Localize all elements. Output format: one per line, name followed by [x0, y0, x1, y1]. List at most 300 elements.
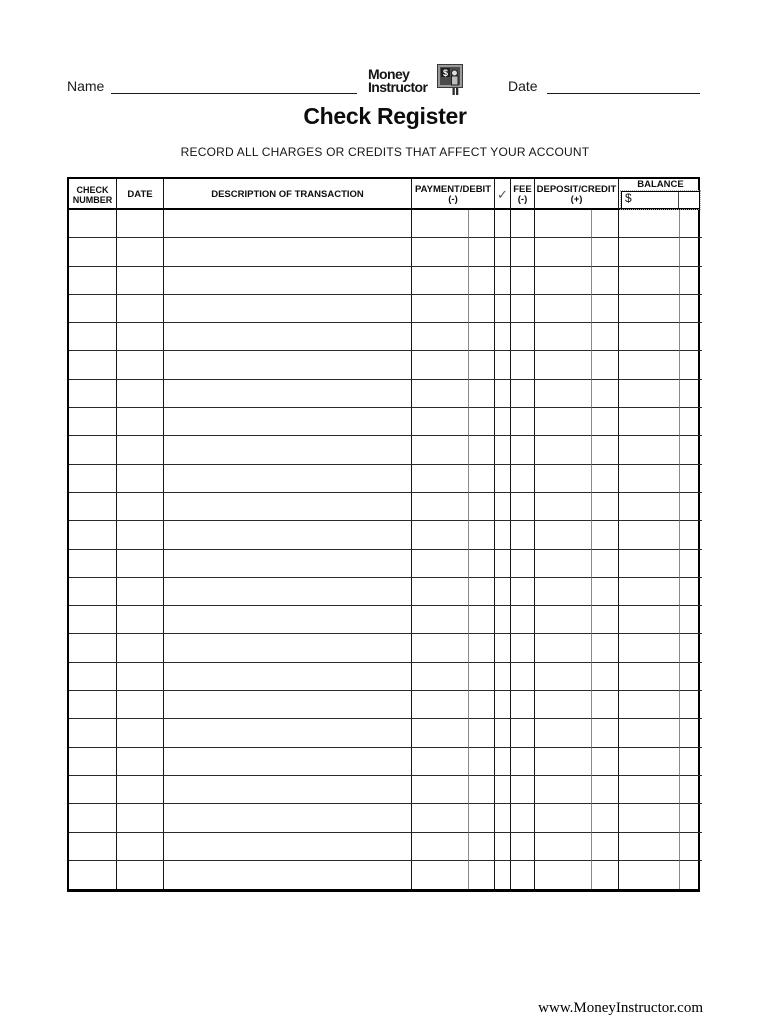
- register-cell[interactable]: [680, 380, 702, 408]
- column-header-text: BALANCE: [637, 179, 684, 190]
- register-cell[interactable]: [412, 634, 469, 662]
- register-cell[interactable]: [117, 465, 164, 493]
- register-cell[interactable]: [469, 833, 495, 861]
- register-cell[interactable]: [535, 436, 592, 464]
- register-cell[interactable]: [69, 776, 117, 804]
- register-cell[interactable]: [412, 408, 469, 436]
- register-cell[interactable]: [511, 493, 535, 521]
- register-cell[interactable]: [592, 833, 619, 861]
- register-cell[interactable]: [592, 465, 619, 493]
- register-cell[interactable]: [469, 663, 495, 691]
- register-cell[interactable]: [535, 861, 592, 889]
- register-cell[interactable]: [69, 295, 117, 323]
- column-header-fee: [511, 179, 535, 211]
- register-cell[interactable]: [511, 804, 535, 832]
- balance-dollar-sign: $: [625, 191, 632, 205]
- register-cell[interactable]: [511, 634, 535, 662]
- register-cell[interactable]: [511, 351, 535, 379]
- register-cell[interactable]: [69, 861, 117, 889]
- register-cell[interactable]: [164, 295, 412, 323]
- date-label: Date: [508, 78, 538, 94]
- register-cell[interactable]: [495, 295, 511, 323]
- register-cell[interactable]: [469, 465, 495, 493]
- register-cell[interactable]: [619, 493, 680, 521]
- register-cell[interactable]: [535, 663, 592, 691]
- register-cell[interactable]: [117, 351, 164, 379]
- register-cell[interactable]: [164, 493, 412, 521]
- register-cell[interactable]: [680, 606, 702, 634]
- register-cell[interactable]: [164, 351, 412, 379]
- register-cell[interactable]: [511, 323, 535, 351]
- register-cell[interactable]: [592, 267, 619, 295]
- register-cell[interactable]: [164, 748, 412, 776]
- register-cell[interactable]: [619, 238, 680, 266]
- register-cell[interactable]: [117, 776, 164, 804]
- register-cell[interactable]: [511, 833, 535, 861]
- register-cell[interactable]: [117, 861, 164, 889]
- register-cell[interactable]: [495, 521, 511, 549]
- register-cell[interactable]: [619, 719, 680, 747]
- register-cell[interactable]: [164, 550, 412, 578]
- register-cell[interactable]: [511, 436, 535, 464]
- register-cell[interactable]: [535, 351, 592, 379]
- register-cell[interactable]: [592, 578, 619, 606]
- register-cell[interactable]: [117, 833, 164, 861]
- register-cell[interactable]: [164, 408, 412, 436]
- register-header-row: [69, 179, 698, 210]
- register-cell[interactable]: [412, 267, 469, 295]
- register-cell[interactable]: [535, 493, 592, 521]
- register-cell[interactable]: [680, 634, 702, 662]
- register-cell[interactable]: [69, 380, 117, 408]
- register-cell[interactable]: [164, 380, 412, 408]
- register-cell[interactable]: [495, 210, 511, 238]
- register-cell[interactable]: [535, 267, 592, 295]
- register-cell[interactable]: [680, 436, 702, 464]
- register-cell[interactable]: [535, 776, 592, 804]
- register-cell[interactable]: [69, 408, 117, 436]
- register-cell[interactable]: [469, 210, 495, 238]
- register-cell[interactable]: [511, 267, 535, 295]
- register-cell[interactable]: [495, 663, 511, 691]
- register-cell[interactable]: [535, 578, 592, 606]
- register-cell[interactable]: [495, 267, 511, 295]
- register-cell[interactable]: [412, 861, 469, 889]
- register-cell[interactable]: [619, 351, 680, 379]
- column-header-text: (-): [517, 194, 528, 205]
- register-cell[interactable]: [469, 267, 495, 295]
- register-cell[interactable]: [592, 550, 619, 578]
- register-cell[interactable]: [619, 776, 680, 804]
- register-cell[interactable]: [592, 380, 619, 408]
- register-cell[interactable]: [592, 408, 619, 436]
- register-cell[interactable]: [469, 351, 495, 379]
- register-cell[interactable]: [164, 606, 412, 634]
- column-header-text: DATE: [127, 189, 153, 200]
- register-cell[interactable]: [469, 408, 495, 436]
- register-cell[interactable]: [680, 238, 702, 266]
- money-instructor-logo: [368, 68, 468, 102]
- balance-cents-divider: [678, 192, 679, 208]
- register-cell[interactable]: [680, 748, 702, 776]
- register-cell[interactable]: [680, 323, 702, 351]
- register-cell[interactable]: [164, 323, 412, 351]
- register-cell[interactable]: [619, 295, 680, 323]
- register-cell[interactable]: [69, 719, 117, 747]
- register-cell[interactable]: [117, 804, 164, 832]
- register-cell[interactable]: [680, 833, 702, 861]
- register-cell[interactable]: [495, 436, 511, 464]
- register-cell[interactable]: [412, 776, 469, 804]
- register-cell[interactable]: [619, 465, 680, 493]
- register-cell[interactable]: [69, 663, 117, 691]
- register-cell[interactable]: [117, 578, 164, 606]
- register-cell[interactable]: [680, 351, 702, 379]
- register-cell[interactable]: [619, 521, 680, 549]
- register-cell[interactable]: [619, 408, 680, 436]
- register-cell[interactable]: [619, 323, 680, 351]
- register-cell[interactable]: [619, 748, 680, 776]
- register-cell[interactable]: [412, 748, 469, 776]
- name-label: Name: [67, 78, 105, 94]
- register-cell[interactable]: [117, 267, 164, 295]
- register-cell[interactable]: [69, 804, 117, 832]
- register-cell[interactable]: [117, 634, 164, 662]
- register-cell[interactable]: [511, 550, 535, 578]
- register-cell[interactable]: [495, 238, 511, 266]
- register-cell[interactable]: [511, 776, 535, 804]
- register-cell[interactable]: [619, 267, 680, 295]
- register-cell[interactable]: [69, 436, 117, 464]
- instruction-text: RECORD ALL CHARGES OR CREDITS THAT AFFECT YOUR ACCOUNT: [180, 145, 590, 159]
- register-cell[interactable]: [164, 861, 412, 889]
- register-cell[interactable]: [511, 691, 535, 719]
- register-cell[interactable]: [619, 663, 680, 691]
- register-cell[interactable]: [117, 550, 164, 578]
- register-cell[interactable]: [412, 295, 469, 323]
- register-cell[interactable]: [619, 550, 680, 578]
- register-cell[interactable]: [680, 210, 702, 238]
- register-cell[interactable]: [592, 210, 619, 238]
- register-cell[interactable]: [164, 521, 412, 549]
- register-cell[interactable]: [535, 465, 592, 493]
- register-cell[interactable]: [592, 691, 619, 719]
- register-cell[interactable]: [592, 804, 619, 832]
- register-cell[interactable]: [69, 634, 117, 662]
- date-input-line[interactable]: [547, 78, 700, 94]
- register-cell[interactable]: [535, 748, 592, 776]
- register-cell[interactable]: [412, 210, 469, 238]
- register-cell[interactable]: [469, 606, 495, 634]
- register-cell[interactable]: [69, 578, 117, 606]
- register-cell[interactable]: [511, 295, 535, 323]
- register-cell[interactable]: [535, 634, 592, 662]
- register-body: [69, 210, 698, 889]
- register-cell[interactable]: [592, 295, 619, 323]
- register-cell[interactable]: [535, 295, 592, 323]
- footer-url: www.MoneyInstructor.com: [538, 1000, 703, 1016]
- register-cell[interactable]: [69, 550, 117, 578]
- register-cell[interactable]: [495, 323, 511, 351]
- register-cell[interactable]: [469, 634, 495, 662]
- register-cell[interactable]: [469, 719, 495, 747]
- register-cell[interactable]: [511, 719, 535, 747]
- register-cell[interactable]: [619, 578, 680, 606]
- register-cell[interactable]: [69, 238, 117, 266]
- register-cell[interactable]: [164, 833, 412, 861]
- logo-text-line1: Money: [368, 66, 410, 82]
- register-cell[interactable]: [469, 295, 495, 323]
- register-cell[interactable]: [469, 578, 495, 606]
- register-cell[interactable]: [680, 408, 702, 436]
- register-cell[interactable]: [495, 408, 511, 436]
- register-cell[interactable]: [412, 833, 469, 861]
- register-cell[interactable]: [592, 748, 619, 776]
- checkmark-icon: ✓: [497, 187, 508, 202]
- register-cell[interactable]: [117, 295, 164, 323]
- column-header-balance: [619, 179, 702, 211]
- register-cell[interactable]: [495, 606, 511, 634]
- register-cell[interactable]: [69, 606, 117, 634]
- register-cell[interactable]: [412, 663, 469, 691]
- column-header-text: FEE: [513, 184, 532, 195]
- register-cell[interactable]: [69, 493, 117, 521]
- register-cell[interactable]: [680, 663, 702, 691]
- register-cell[interactable]: [592, 776, 619, 804]
- register-cell[interactable]: [680, 550, 702, 578]
- register-cell[interactable]: [495, 776, 511, 804]
- register-cell[interactable]: [535, 238, 592, 266]
- register-cell[interactable]: [619, 634, 680, 662]
- register-cell[interactable]: [495, 748, 511, 776]
- register-cell[interactable]: [680, 493, 702, 521]
- page-title: Check Register: [303, 103, 467, 129]
- register-cell[interactable]: [619, 210, 680, 238]
- register-cell[interactable]: [495, 861, 511, 889]
- register-cell[interactable]: [511, 578, 535, 606]
- register-cell[interactable]: [511, 238, 535, 266]
- register-cell[interactable]: [511, 663, 535, 691]
- register-cell[interactable]: [412, 493, 469, 521]
- register-cell[interactable]: [535, 380, 592, 408]
- column-header-date: [117, 179, 164, 211]
- register-cell[interactable]: [592, 493, 619, 521]
- register-cell[interactable]: [412, 578, 469, 606]
- register-cell[interactable]: [164, 436, 412, 464]
- register-cell[interactable]: [619, 833, 680, 861]
- register-cell[interactable]: [164, 719, 412, 747]
- logo-text-line2: Instructor: [368, 79, 428, 95]
- register-cell[interactable]: [592, 606, 619, 634]
- register-cell[interactable]: [535, 833, 592, 861]
- register-cell[interactable]: [164, 691, 412, 719]
- register-cell[interactable]: [619, 804, 680, 832]
- register-cell[interactable]: [164, 238, 412, 266]
- register-cell[interactable]: [117, 521, 164, 549]
- register-cell[interactable]: [117, 606, 164, 634]
- register-cell[interactable]: [469, 521, 495, 549]
- svg-text:$: $: [442, 68, 449, 78]
- register-cell[interactable]: [164, 210, 412, 238]
- register-cell[interactable]: [412, 719, 469, 747]
- register-cell[interactable]: [535, 719, 592, 747]
- register-cell[interactable]: [469, 238, 495, 266]
- register-cell[interactable]: [117, 436, 164, 464]
- column-header-text: DEPOSIT/CREDIT: [536, 184, 617, 195]
- register-cell[interactable]: [164, 776, 412, 804]
- register-cell[interactable]: [69, 323, 117, 351]
- register-cell[interactable]: [495, 634, 511, 662]
- register-cell[interactable]: [69, 691, 117, 719]
- register-cell[interactable]: [469, 691, 495, 719]
- register-cell[interactable]: [469, 804, 495, 832]
- register-cell[interactable]: [412, 351, 469, 379]
- register-cell[interactable]: [412, 380, 469, 408]
- register-cell[interactable]: [412, 550, 469, 578]
- register-cell[interactable]: [592, 436, 619, 464]
- register-cell[interactable]: [469, 748, 495, 776]
- register-cell[interactable]: [469, 323, 495, 351]
- register-cell[interactable]: [619, 606, 680, 634]
- register-cell[interactable]: [592, 861, 619, 889]
- register-cell[interactable]: [592, 351, 619, 379]
- register-cell[interactable]: [117, 748, 164, 776]
- register-cell[interactable]: [117, 210, 164, 238]
- register-cell[interactable]: [680, 776, 702, 804]
- register-cell[interactable]: [680, 804, 702, 832]
- register-cell[interactable]: [592, 719, 619, 747]
- register-table: [67, 177, 700, 892]
- balance-amount-field[interactable]: [621, 191, 700, 209]
- name-input-line[interactable]: [111, 78, 357, 94]
- register-cell[interactable]: [412, 436, 469, 464]
- column-header-deposit-credit: [535, 179, 619, 211]
- register-cell[interactable]: [511, 380, 535, 408]
- register-cell[interactable]: [412, 238, 469, 266]
- register-cell[interactable]: [680, 691, 702, 719]
- register-cell[interactable]: [619, 861, 680, 889]
- register-cell[interactable]: [511, 210, 535, 238]
- register-cell[interactable]: [495, 691, 511, 719]
- register-cell[interactable]: [164, 663, 412, 691]
- register-cell[interactable]: [117, 719, 164, 747]
- register-cell[interactable]: [412, 804, 469, 832]
- column-header-text: CHECK: [76, 185, 109, 195]
- register-cell[interactable]: [511, 465, 535, 493]
- register-cell[interactable]: [495, 493, 511, 521]
- register-cell[interactable]: [412, 465, 469, 493]
- register-cell[interactable]: [164, 804, 412, 832]
- register-cell[interactable]: [117, 238, 164, 266]
- register-cell[interactable]: [535, 804, 592, 832]
- register-cell[interactable]: [469, 861, 495, 889]
- register-cell[interactable]: [680, 578, 702, 606]
- column-header-text: NUMBER: [72, 195, 113, 205]
- register-cell[interactable]: [164, 634, 412, 662]
- register-cell[interactable]: [469, 776, 495, 804]
- register-cell[interactable]: [511, 861, 535, 889]
- register-cell[interactable]: [412, 323, 469, 351]
- register-cell[interactable]: [535, 521, 592, 549]
- register-cell[interactable]: [495, 578, 511, 606]
- register-cell[interactable]: [535, 691, 592, 719]
- register-cell[interactable]: [619, 380, 680, 408]
- register-cell[interactable]: [469, 550, 495, 578]
- register-cell[interactable]: [535, 606, 592, 634]
- register-cell[interactable]: [117, 691, 164, 719]
- register-cell[interactable]: [117, 323, 164, 351]
- register-cell[interactable]: [69, 210, 117, 238]
- register-cell[interactable]: [69, 267, 117, 295]
- column-header-text: PAYMENT/DEBIT: [414, 184, 491, 195]
- register-cell[interactable]: [469, 493, 495, 521]
- register-cell[interactable]: [469, 380, 495, 408]
- register-cell[interactable]: [511, 521, 535, 549]
- register-cell[interactable]: [117, 408, 164, 436]
- register-cell[interactable]: [592, 323, 619, 351]
- register-cell[interactable]: [680, 295, 702, 323]
- register-cell[interactable]: [511, 408, 535, 436]
- register-cell[interactable]: [164, 465, 412, 493]
- register-cell[interactable]: [117, 493, 164, 521]
- register-cell[interactable]: [592, 634, 619, 662]
- register-cell[interactable]: [680, 267, 702, 295]
- register-cell[interactable]: [117, 380, 164, 408]
- register-cell[interactable]: [69, 465, 117, 493]
- register-cell[interactable]: [69, 521, 117, 549]
- register-cell[interactable]: [535, 210, 592, 238]
- register-cell[interactable]: [680, 521, 702, 549]
- register-cell[interactable]: [412, 606, 469, 634]
- register-cell[interactable]: [164, 267, 412, 295]
- register-cell[interactable]: [535, 550, 592, 578]
- money-instructor-logo-icon: [437, 64, 464, 102]
- register-cell[interactable]: [619, 436, 680, 464]
- register-cell[interactable]: [535, 323, 592, 351]
- register-cell[interactable]: [495, 550, 511, 578]
- register-cell[interactable]: [164, 578, 412, 606]
- register-cell[interactable]: [511, 606, 535, 634]
- register-cell[interactable]: [495, 719, 511, 747]
- register-cell[interactable]: [495, 380, 511, 408]
- register-cell[interactable]: [412, 521, 469, 549]
- register-cell[interactable]: [511, 748, 535, 776]
- register-cell[interactable]: [495, 351, 511, 379]
- register-cell[interactable]: [680, 465, 702, 493]
- register-cell[interactable]: [117, 663, 164, 691]
- column-header-text: (-): [448, 194, 458, 205]
- register-cell[interactable]: [592, 663, 619, 691]
- register-cell[interactable]: [495, 465, 511, 493]
- column-header-check-number: [69, 179, 117, 211]
- register-cell[interactable]: [592, 238, 619, 266]
- column-header-text: (+): [570, 194, 583, 205]
- register-cell[interactable]: [495, 804, 511, 832]
- register-cell[interactable]: [495, 833, 511, 861]
- column-header-description: [164, 179, 412, 211]
- register-cell[interactable]: [535, 408, 592, 436]
- column-header-text: DESCRIPTION OF TRANSACTION: [211, 189, 364, 200]
- register-cell[interactable]: [680, 861, 702, 889]
- register-cell[interactable]: [619, 691, 680, 719]
- register-cell[interactable]: [69, 748, 117, 776]
- register-cell[interactable]: [469, 436, 495, 464]
- register-cell[interactable]: [69, 351, 117, 379]
- register-cell[interactable]: [69, 833, 117, 861]
- register-cell[interactable]: [592, 521, 619, 549]
- register-cell[interactable]: [680, 719, 702, 747]
- register-cell[interactable]: [412, 691, 469, 719]
